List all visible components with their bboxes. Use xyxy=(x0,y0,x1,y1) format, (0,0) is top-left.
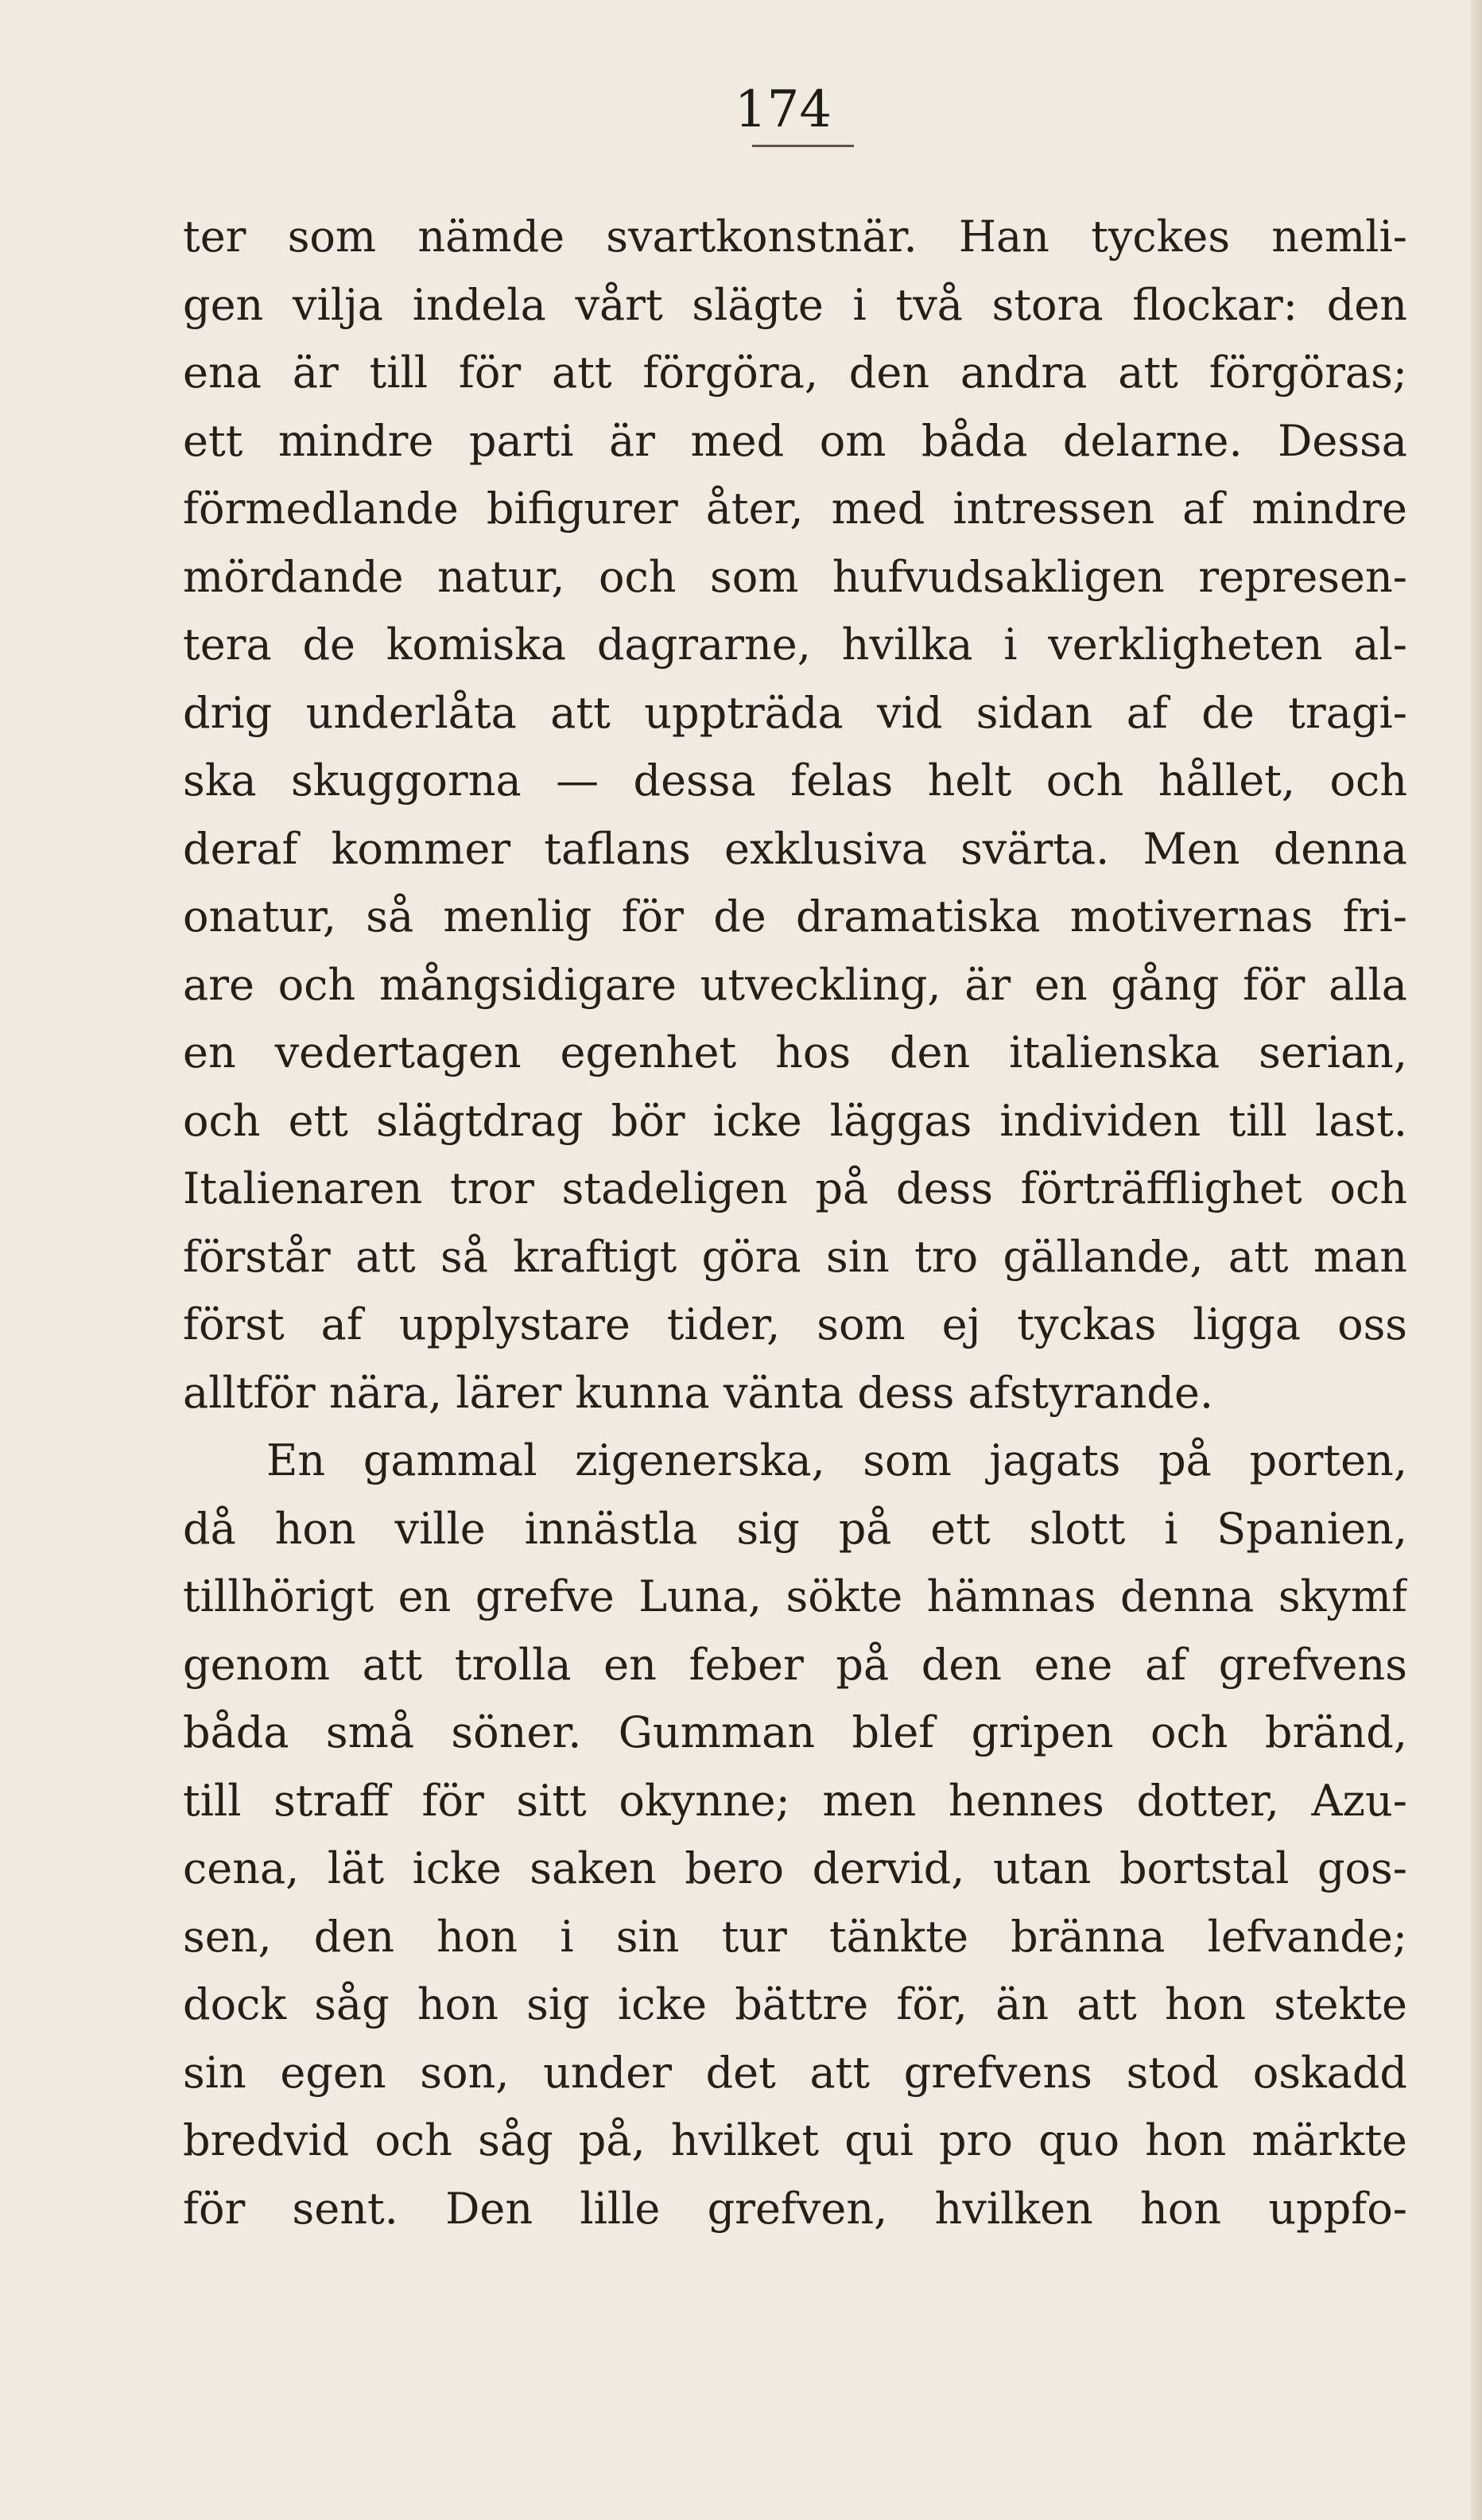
text-line: sen, den hon i sin tur tänkte bränna lefvande; xyxy=(183,1911,1407,1962)
text-line: tillhörigt en grefve Luna, sökte hämnas denna skymf xyxy=(183,1571,1407,1621)
text-line: båda små söner. Gumman blef gripen och bränd, xyxy=(183,1707,1407,1757)
text-line: då hon ville innästla sig på ett slott i Spanien, xyxy=(183,1503,1407,1554)
text-line: bredvid och såg på, hvilket qui pro quo hon märkte xyxy=(183,2115,1407,2165)
text-line: Italienaren tror stadeligen på dess förträfflighet och xyxy=(183,1163,1407,1213)
text-line: ena är till för att förgöra, den andra att förgöras; xyxy=(183,348,1407,398)
text-line: sin egen son, under det att grefvens stod oskadd xyxy=(183,2047,1407,2098)
page-edge xyxy=(1471,0,1482,2520)
page-number: 174 xyxy=(734,80,832,139)
text-line: förmedlande bifigurer åter, med intressen af mindre xyxy=(183,483,1407,534)
text-line: förstår att så kraftigt göra sin tro gällande, att man xyxy=(183,1231,1407,1282)
text-line: först af upplystare tider, som ej tyckas ligga oss xyxy=(183,1299,1407,1349)
text-line: för sent. Den lille grefven, hvilken hon uppfo- xyxy=(183,2183,1407,2234)
text-line: genom att trolla en feber på den ene af grefvens xyxy=(183,1639,1407,1690)
text-line: gen vilja indela vårt slägte i två stora flockar: den xyxy=(183,279,1407,330)
paragraph-end-line: alltför nära, lärer kunna vänta dess afstyrande. xyxy=(183,1367,1214,1418)
text-line: are och mångsidigare utveckling, är en gång för alla xyxy=(183,959,1407,1010)
text-line: onatur, så menlig för de dramatiska motivernas fri- xyxy=(183,891,1407,942)
text-line: ter som nämde svartkonstnär. Han tyckes nemli- xyxy=(183,212,1407,262)
text-line: deraf kommer taflans exklusiva svärta. Men denna xyxy=(183,823,1407,874)
text-line: en vedertagen egenhet hos den italienska serian, xyxy=(183,1027,1407,1078)
text-line: tera de komiska dagrarne, hvilka i verkligheten al- xyxy=(183,619,1407,670)
text-line: cena, lät icke saken bero dervid, utan bortstal gos- xyxy=(183,1843,1407,1893)
body-text xyxy=(183,203,1407,2242)
page-number-rule xyxy=(752,145,854,147)
text-line: och ett slägtdrag bör icke läggas individen till last. xyxy=(183,1095,1407,1146)
text-line: till straff för sitt okynne; men hennes dotter, Azu- xyxy=(183,1775,1407,1826)
text-line: drig underlåta att uppträda vid sidan af de tragi- xyxy=(183,687,1407,738)
text-line: ska skuggorna — dessa felas helt och hållet, och xyxy=(183,755,1407,806)
text-line: dock såg hon sig icke bättre för, än att hon stekte xyxy=(183,1979,1407,2029)
text-line: mördande natur, och som hufvudsakligen represen- xyxy=(183,551,1407,602)
paragraph-start-line: En gammal zigenerska, som jagats på porten, xyxy=(266,1435,1407,1485)
text-line: ett mindre parti är med om båda delarne. Dessa xyxy=(183,415,1407,466)
